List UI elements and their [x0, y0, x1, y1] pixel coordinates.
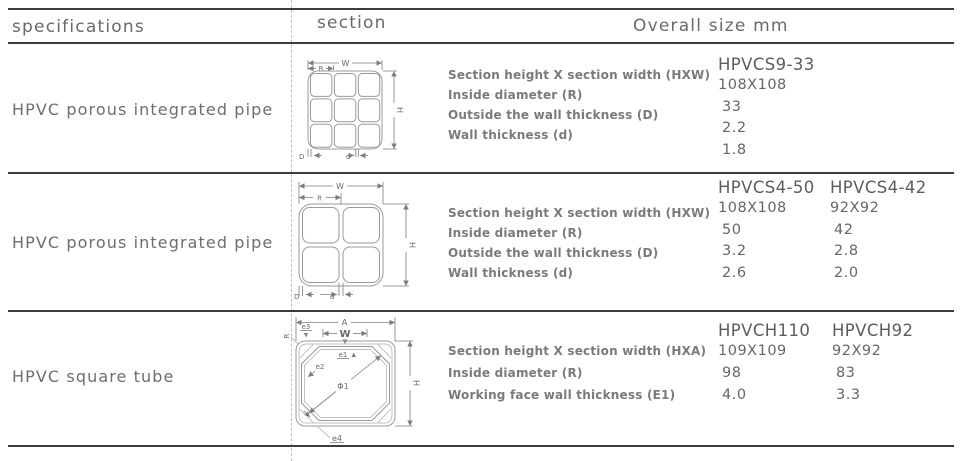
dim-label-D: D [294, 293, 300, 301]
spec-label: Section height X section width (HXW) [448, 68, 711, 82]
dim-label-w: W [336, 182, 344, 191]
divider-row1 [8, 172, 954, 174]
model-value: 42 [834, 221, 854, 238]
model-value: 108X108 [718, 200, 787, 216]
spec-label: Outside the wall thickness (D) [448, 246, 659, 260]
section-diagram-square-tube [283, 310, 438, 445]
model-column-hpvcs4-50 [718, 178, 828, 286]
dim-label-h: H [395, 106, 404, 114]
dim-label-e2: e2 [315, 363, 325, 371]
model-value: 33 [722, 98, 742, 115]
dim-label-e4: e4 [331, 434, 343, 443]
dim-label-a: A [341, 318, 348, 329]
spec-labels-row1 [448, 68, 710, 148]
model-value: 109X109 [718, 343, 787, 359]
dim-label-e1: e1 [338, 351, 348, 359]
dim-label-h: H [411, 379, 421, 387]
dim-label-D: D [299, 153, 305, 161]
model-value: 2.8 [834, 243, 859, 259]
model-value: 2.6 [722, 264, 747, 281]
header-section: section [317, 13, 387, 33]
divider-top [8, 8, 954, 10]
row-title-porous-pipe-9: HPVC porous integrated pipe [12, 100, 274, 119]
dim-label-phi1: Φ1 [337, 382, 349, 391]
spec-label: Section height X section width (HXA) [448, 344, 707, 358]
model-column-hpvch92 [832, 321, 942, 409]
spec-labels-row2 [448, 206, 710, 286]
model-name: HPVCS4-50 [718, 178, 815, 197]
dim-label-r: R [283, 333, 291, 339]
model-value: 83 [836, 365, 856, 381]
spec-labels-row3 [448, 344, 706, 410]
spec-label: Working face wall thickness (E1) [448, 388, 676, 402]
divider-header [8, 42, 954, 44]
spec-label: Inside diameter (R) [448, 88, 583, 102]
divider-bottom [8, 445, 954, 447]
model-value: 108X108 [718, 77, 787, 93]
header-overall-size: Overall size mm [633, 16, 789, 36]
model-name: HPVCS4-42 [830, 178, 927, 197]
dim-label-w: W [339, 329, 351, 340]
model-value: 4.0 [722, 387, 747, 403]
model-value: 2.2 [722, 120, 747, 136]
model-name: HPVCH110 [718, 321, 811, 340]
section-diagram-four-hole [293, 178, 443, 308]
spec-label: Outside the wall thickness (D) [448, 108, 659, 122]
model-column-hpvcs9-33 [718, 55, 828, 163]
dim-label-e3: e3 [301, 323, 311, 331]
dim-label-d: d [346, 153, 351, 161]
row-title-porous-pipe-4: HPVC porous integrated pipe [12, 233, 274, 252]
spec-label: Inside diameter (R) [448, 366, 583, 380]
spec-label: Wall thickness (d) [448, 266, 574, 280]
dim-label-r: R [318, 65, 324, 73]
model-value: 2.0 [834, 264, 859, 281]
header-specifications: specifications [12, 17, 145, 37]
model-column-hpvch110 [718, 321, 828, 409]
model-value: 92X92 [830, 200, 880, 216]
model-value: 3.3 [836, 387, 861, 403]
spec-label: Section height X section width (HXW) [448, 206, 711, 220]
spec-label: Inside diameter (R) [448, 226, 583, 240]
dim-label-d: d [330, 293, 335, 301]
model-value: 98 [722, 365, 742, 381]
divider-row2 [8, 310, 954, 312]
spec-label: Wall thickness (d) [448, 128, 574, 142]
model-name: HPVCH92 [832, 321, 914, 340]
model-name: HPVCS9-33 [718, 55, 815, 74]
model-column-hpvcs4-42 [830, 178, 940, 286]
model-value: 1.8 [722, 141, 747, 158]
model-value: 50 [722, 221, 742, 238]
row-title-square-tube: HPVC square tube [12, 367, 175, 386]
model-value: 3.2 [722, 243, 747, 259]
model-value: 92X92 [832, 343, 882, 359]
dim-label-w: W [341, 59, 350, 68]
section-diagram-nine-hole [293, 56, 438, 168]
dim-label-h: H [407, 241, 417, 249]
dim-label-r: R [317, 194, 322, 203]
